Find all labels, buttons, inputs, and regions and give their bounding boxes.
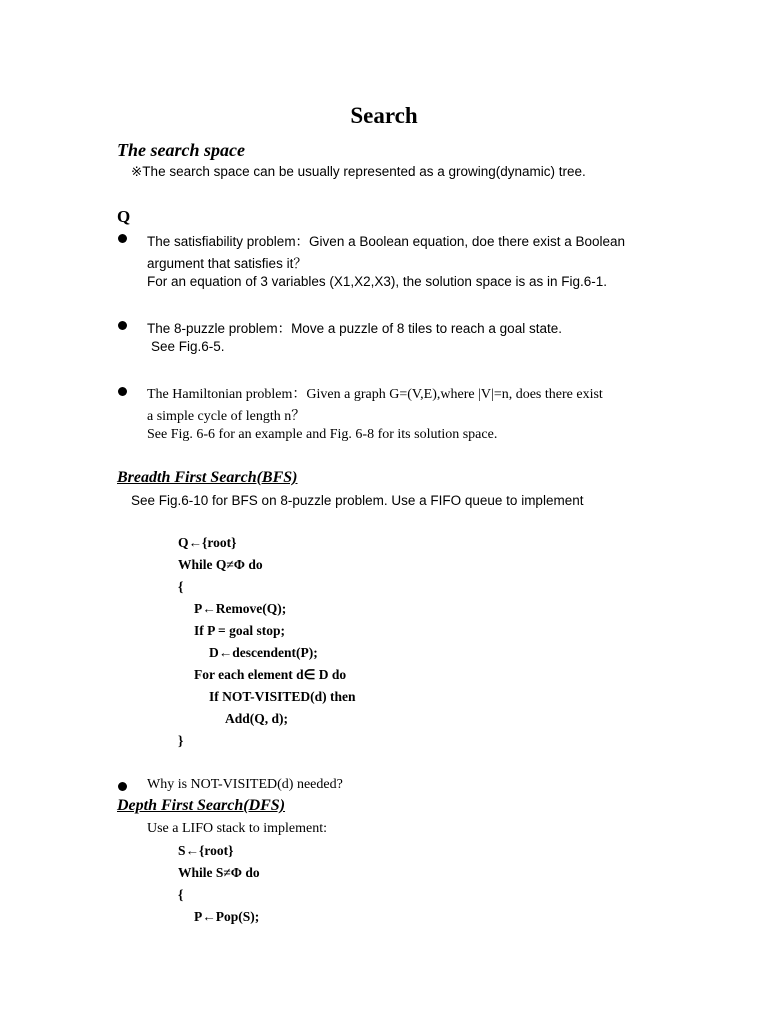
hamiltonian-line-2: a simple cycle of length n？ — [147, 409, 306, 424]
page-title: Search — [350, 103, 418, 128]
search-space-heading: The search space — [117, 140, 245, 160]
bfs-code-line: For each element d∈ D do — [194, 667, 347, 682]
dfs-code-line: { — [178, 887, 184, 902]
bfs-code-line: If NOT-VISITED(d) then — [209, 689, 356, 704]
bfs-code-line: P←Remove(Q); — [194, 601, 287, 616]
bfs-code-line: { — [178, 579, 184, 594]
bfs-code-line: Add(Q, d); — [225, 711, 289, 726]
dfs-heading: Depth First Search(DFS) — [117, 797, 286, 814]
dfs-code-line: While S≠Φ do — [178, 865, 260, 880]
bullet-icon — [118, 782, 127, 791]
search-space-note: ※The search space can be usually represented as a growing(dynamic) tree. — [131, 164, 586, 179]
bfs-heading: Breadth First Search(BFS) — [117, 469, 298, 486]
bullet-icon — [118, 387, 127, 396]
bfs-code-line: } — [178, 733, 184, 748]
dfs-code-line: S←{root} — [178, 843, 234, 858]
dfs-intro: Use a LIFO stack to implement: — [147, 821, 328, 836]
bfs-code-line: If P = goal stop; — [194, 623, 285, 638]
bullet-icon — [118, 321, 127, 330]
sat-line-3: For an equation of 3 variables (X1,X2,X3), the solution space is as in Fig.6-1. — [147, 274, 608, 289]
bullet-icon — [118, 234, 127, 243]
bfs-code-line: While Q≠Φ do — [178, 557, 263, 572]
hamiltonian-line-1: The Hamiltonian problem：Given a graph G=(V,E),where |V|=n, does there exist — [147, 387, 603, 402]
bfs-code-line: Q←{root} — [178, 535, 237, 550]
bfs-intro: See Fig.6-10 for BFS on 8-puzzle problem. Use a FIFO queue to implement — [131, 493, 584, 508]
q-label: Q — [117, 207, 131, 226]
bfs-code-line: D←descendent(P); — [209, 645, 318, 660]
sat-line-1: The satisfiability problem：Given a Boolean equation, doe there exist a Boolean — [147, 234, 626, 249]
sat-line-2: argument that satisfies it？ — [147, 256, 307, 271]
dfs-code-line: P←Pop(S); — [194, 909, 260, 924]
puzzle-line-2: See Fig.6-5. — [151, 339, 225, 354]
puzzle-line-1: The 8-puzzle problem：Move a puzzle of 8 tiles to reach a goal state. — [147, 321, 562, 336]
bfs-question: Why is NOT-VISITED(d) needed? — [147, 777, 343, 792]
hamiltonian-line-3: See Fig. 6-6 for an example and Fig. 6-8 for its solution space. — [147, 427, 498, 442]
